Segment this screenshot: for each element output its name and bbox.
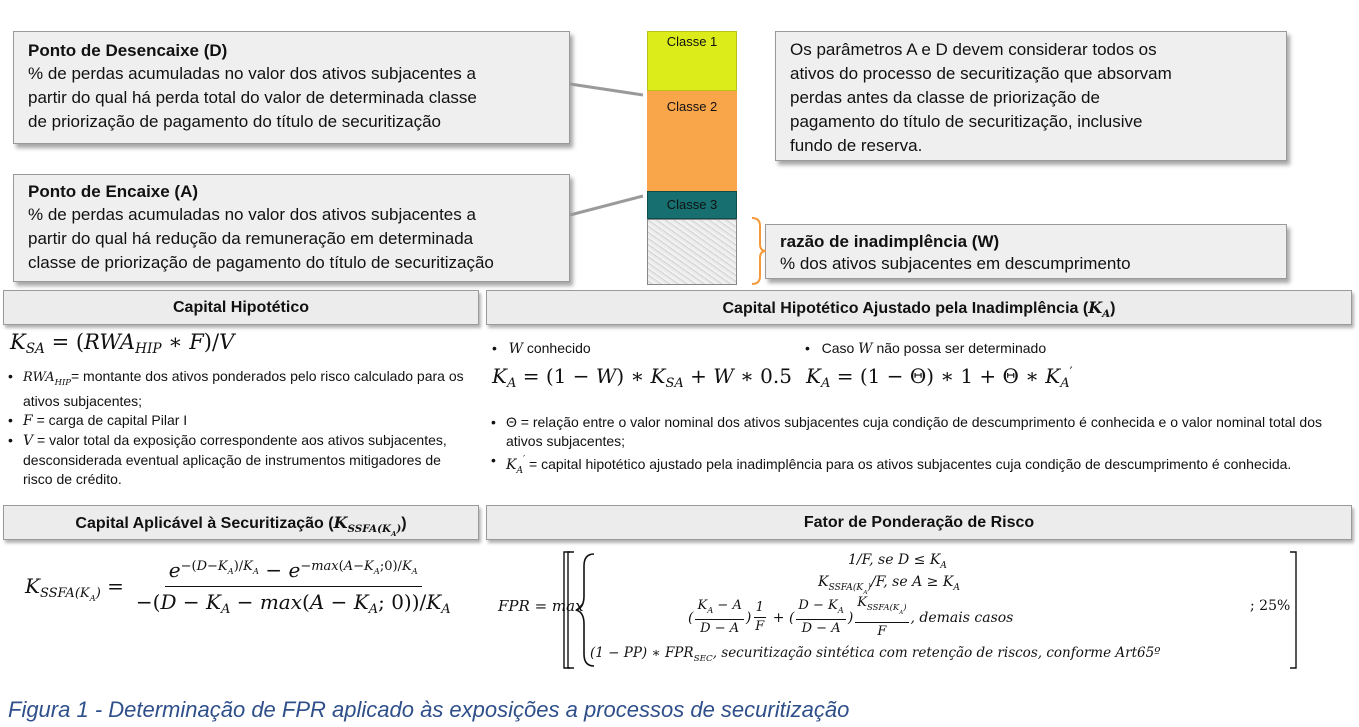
classe-3-label: Classe 3 [666, 197, 718, 212]
fpr-case-3: ( $K_A - A$ D − A ) 1 F + ( $D - K_A$ D − A ) $K_{SSFA(K_A)}$ F , demais casos [688, 595, 1014, 639]
params-line-2: ativos do processo de securitização que absorvam [790, 64, 1172, 83]
ksa-formula: $K_{SA} = (RWA_{HIP}$ ∗ F)/V [10, 330, 235, 357]
classe-2-block [647, 91, 737, 191]
encaixe-line-2: partir do qual há redução da remuneração em determinada [28, 229, 474, 248]
inadimplencia-text: % dos ativos subjacentes em descumprimento [780, 254, 1131, 273]
capital-hipotetico-bullets [5, 367, 471, 489]
header-ka-symbol: $K_A$ [1088, 298, 1111, 320]
connector-desencaixe [570, 84, 643, 95]
header-kssfa-symbol: $K_{SSFA(K_A)}$ [333, 513, 402, 538]
kssfa-fraction: $\frac{e^{-(D-K_A)/K_A} - e^{-max(A-K_A;0)/K_A}}{-(D - K_A - \max(A - K_A; 0))/K_A}$ [132, 552, 455, 625]
kssfa-formula: $K_{SSFA(K_A)}$ = $\frac{e^{-(D-K_A)/K_A} - e^{-max(A-K_A;0)/K_A}}{-(D - K_A - \max(A - K_A; 0))/K_A}$ [25, 552, 455, 625]
inadimplencia-title: razão de inadimplência (W) [780, 232, 1000, 251]
classe-3-block [647, 191, 737, 219]
orange-brace [752, 218, 766, 284]
desencaixe-line-2: partir do qual há perda total do valor de determinada classe [28, 88, 477, 107]
bullet-f: • F = carga de capital Pilar I [5, 411, 471, 431]
params-line-4: pagamento do título de securitização, inclusive [790, 112, 1143, 131]
header-capital-hipotetico: Capital Hipotético [3, 290, 479, 325]
encaixe-line-3: classe de priorização de pagamento do título de securitização [28, 253, 494, 272]
bullet-ka-prime: • $K_A'$ = capital hipotético ajustado pela inadimplência para os ativos subjacentes cuja condição de descumprimento é conhecida. [488, 451, 1348, 481]
ka-formula-unknown: $K_A = (1 - \Theta)$ ∗ 1 + Θ ∗ $K_A'$ [806, 364, 1073, 391]
classe-1-label: Classe 1 [666, 34, 718, 49]
header-capital-ajustado-label: Capital Hipotético Ajustado pela Inadimplência [722, 300, 1079, 317]
params-line-1: Os parâmetros A e D devem considerar todos os [790, 40, 1157, 59]
capital-ajustado-bullets [488, 413, 1348, 481]
fpr-floor: ; 25% [1250, 598, 1291, 614]
encaixe-line-1: % de perdas acumuladas no valor dos ativos subjacentes a [28, 205, 476, 224]
header-capital-aplicavel: Capital Aplicável à Securitização $(K_{SSFA(K_A)})$ [3, 505, 479, 540]
bullet-v: • V = valor total da exposição correspondente aos ativos subjacentes, desconsiderada eventual aplicação de instrumentos mitigadores de risco de crédito. [5, 431, 471, 489]
params-line-3: perdas antes da classe de priorização de [790, 88, 1100, 107]
figure-caption: Figura 1 - Determinação de FPR aplicado às exposições a processos de securitização [8, 697, 850, 722]
desencaixe-line-1: % de perdas acumuladas no valor dos ativos subjacentes a [28, 64, 476, 83]
encaixe-title: Ponto de Encaixe (A) [28, 182, 199, 201]
header-capital-ajustado: Capital Hipotético Ajustado pela Inadimplência $(K_A)$ [486, 290, 1352, 325]
bullet-rwa: • $RWA_{HIP}=$ montante dos ativos ponderados pelo risco calculado para os ativos subjacentes; [5, 367, 471, 411]
fpr-case-2: $K_{SSFA(K_A)}/F$, se $A \ge K_A$ [818, 574, 960, 596]
header-fator-ponderacao: Fator de Ponderação de Risco [486, 505, 1352, 540]
header-capital-aplicavel-label: Capital Aplicável à Securitização [75, 515, 324, 532]
fpr-lhs: FPR = max [498, 597, 584, 615]
params-line-5: fundo de reserva. [790, 136, 923, 155]
ka-formula-known: $K_A = (1 - W)$ ∗ $K_{SA} + W$ ∗ 0.5 [492, 364, 792, 391]
case-w-unknown: • Caso W não possa ser determinado [805, 340, 1047, 357]
fpr-case-4: (1 − PP) ∗ $FPR_{SEC}$, securitização sintética com retenção de riscos, conforme Art65º [590, 645, 1161, 664]
desencaixe-title: Ponto de Desencaixe (D) [28, 41, 228, 60]
case-w-known: • W conhecido [492, 340, 591, 357]
connector-encaixe [570, 196, 643, 215]
classe-1-block [647, 31, 737, 91]
desencaixe-line-3: de priorização de pagamento do título de securitização [28, 112, 441, 131]
classe-2-label: Classe 2 [666, 99, 718, 114]
reserve-texture-block [647, 219, 737, 285]
fpr-case-1: 1/F, se $D \le K_A$ [848, 552, 947, 571]
bullet-theta: • Θ = relação entre o valor nominal dos ativos subjacentes cuja condição de descumprimento é conhecida e o valor nominal total dos ativos subjacentes; [488, 413, 1348, 451]
